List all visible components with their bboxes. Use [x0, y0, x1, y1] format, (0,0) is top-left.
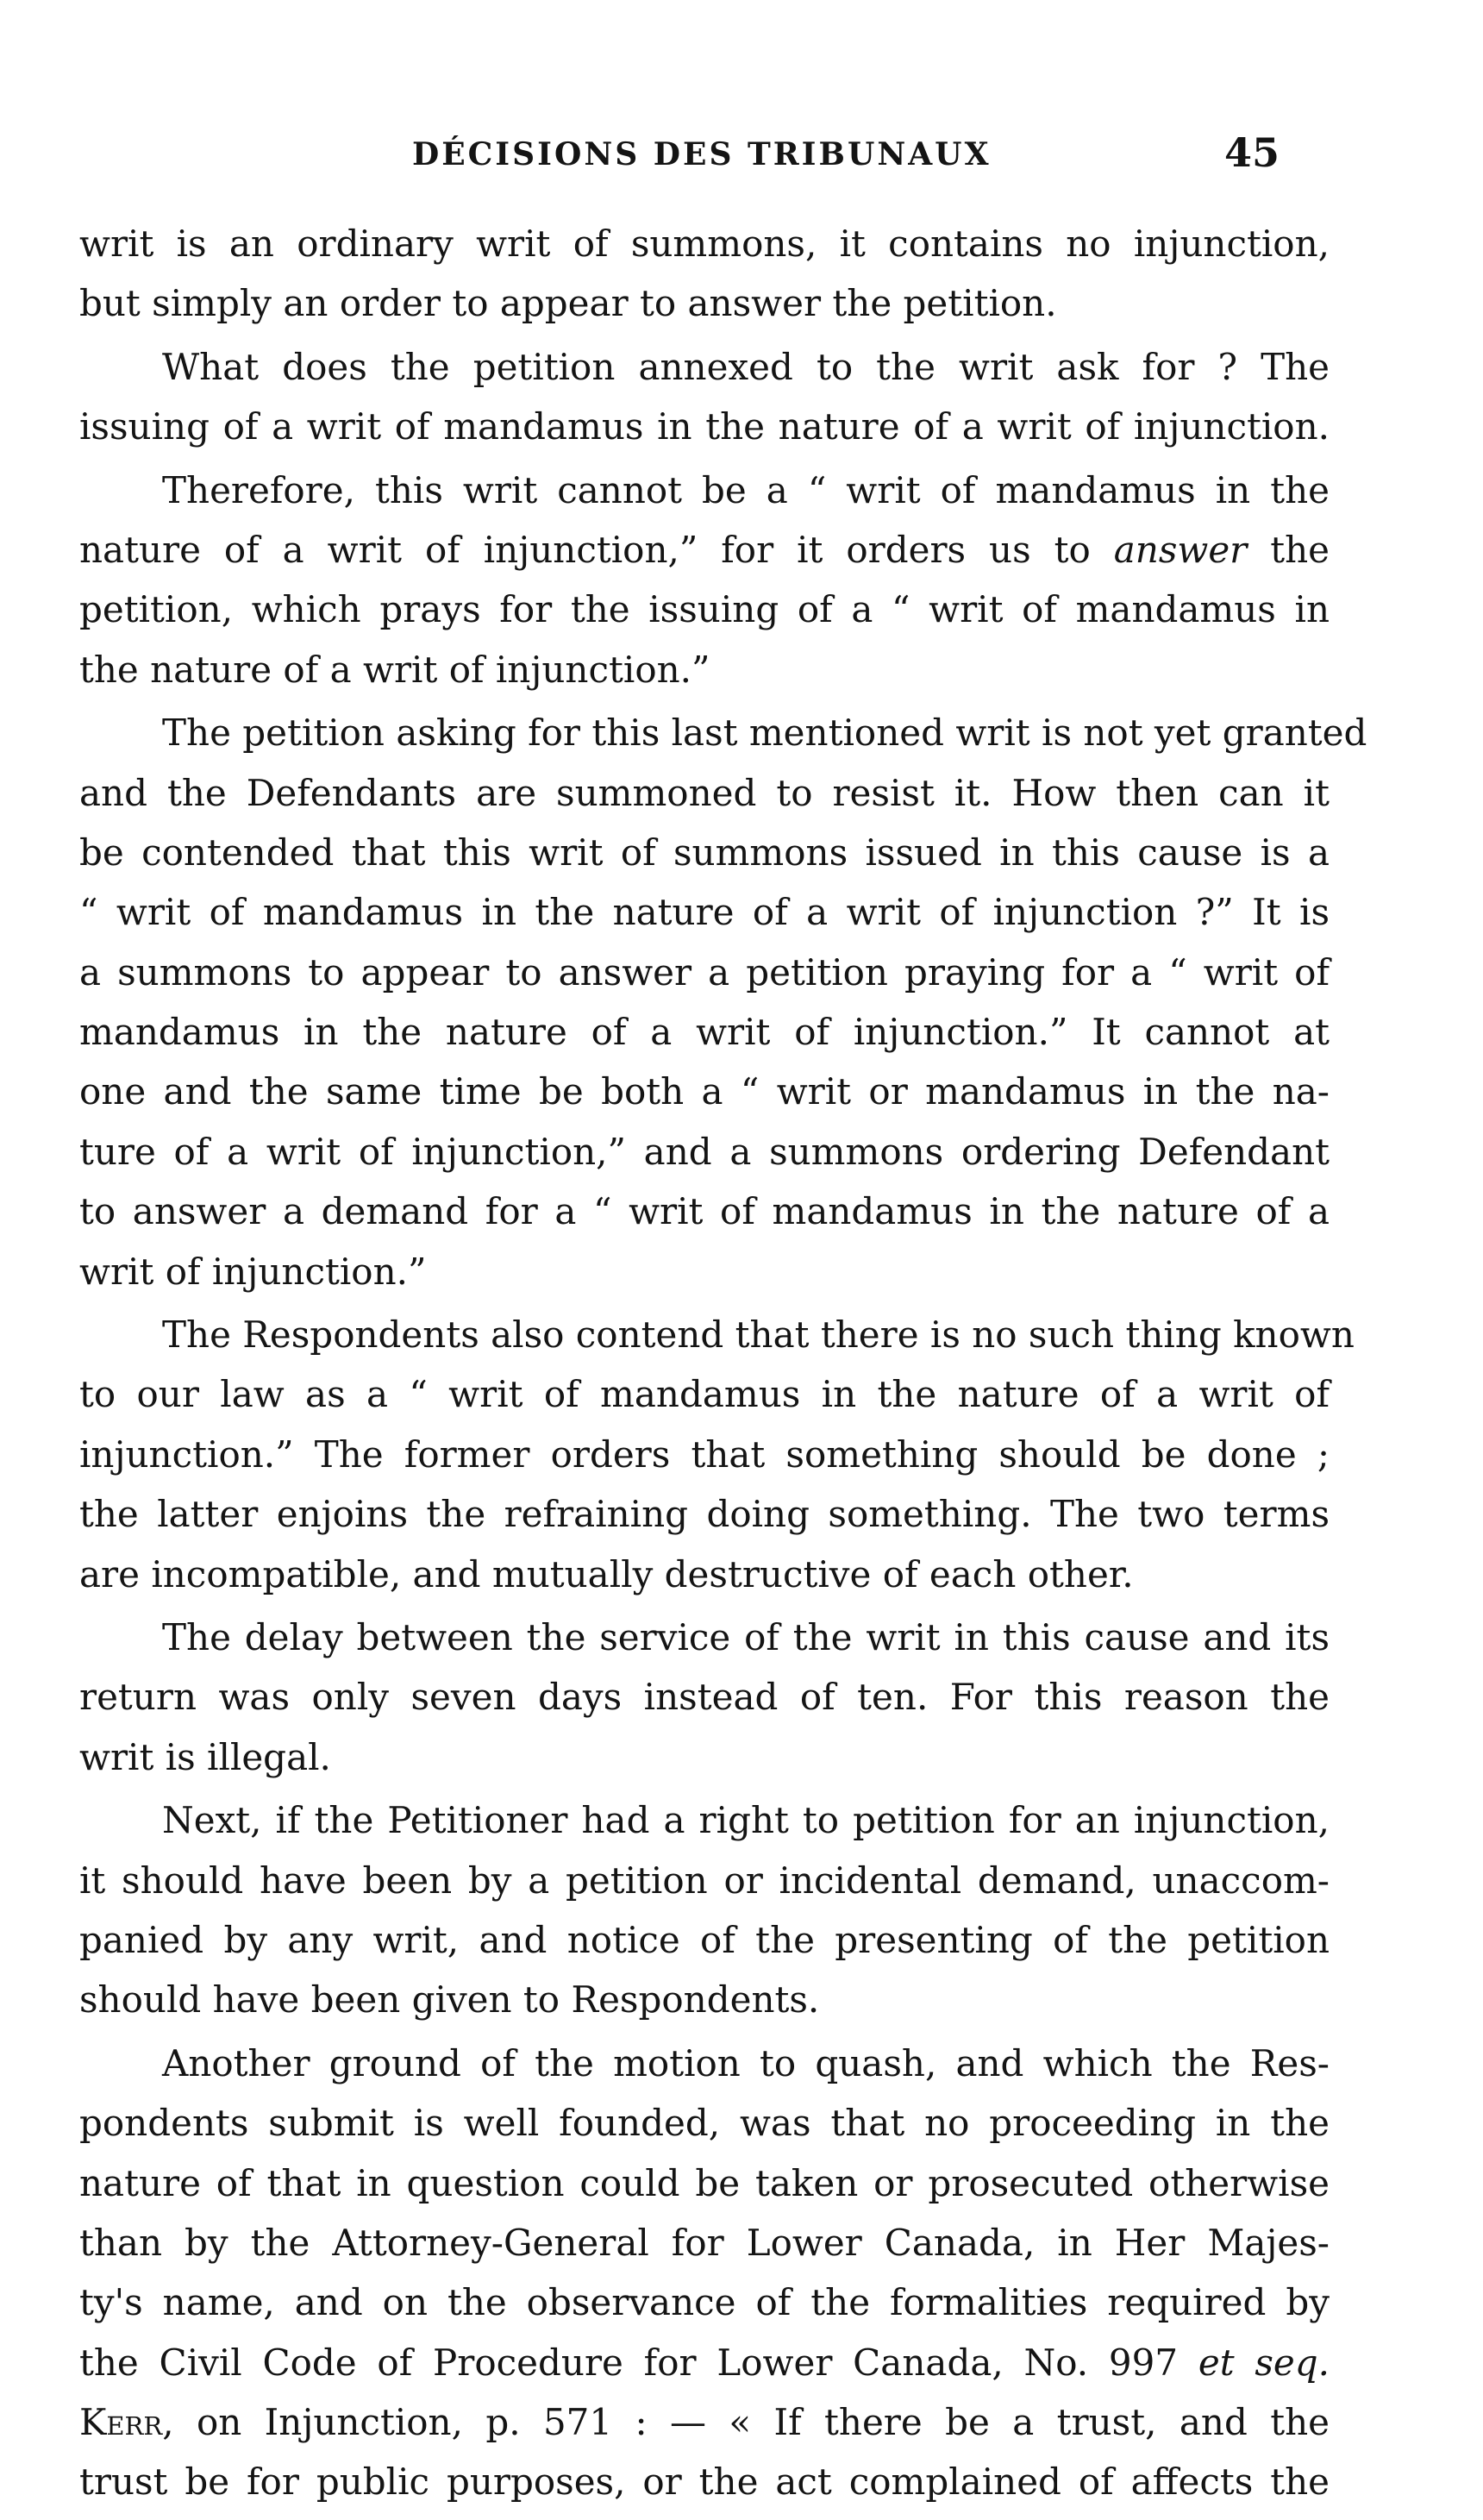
text-line: the latter enjoins the refraining doing something. The two terms [79, 1493, 1330, 1536]
text-line: ty's name, and on the observance of the formalities required by [79, 2281, 1330, 2324]
text-line: The petition asking for this last mentioned writ is not yet granted [162, 711, 1367, 755]
paragraph [79, 461, 1330, 700]
text-line: the Civil Code of Procedure for Lower Canada, No. 997 et seq. [79, 2341, 1330, 2384]
text-line: trust be for public purposes, or the act complained of affects the [79, 2460, 1330, 2504]
paragraph [79, 214, 1330, 334]
paragraph [79, 2034, 1330, 2512]
paragraph [79, 337, 1330, 457]
text-line: Kerr, on Injunction, p. 571 : — « If there be a trust, and the [79, 2401, 1330, 2444]
text-line: and the Defendants are summoned to resist it. How then can it [79, 771, 1330, 814]
text-line: nature of that in question could be taken or prosecuted otherwise [79, 2161, 1330, 2204]
text-line: Another ground of the motion to quash, and which the Res- [162, 2041, 1330, 2084]
paragraph [79, 1790, 1330, 2030]
emphasis: answer [1113, 528, 1248, 571]
paragraph [79, 703, 1367, 1301]
text-line: it should have been by a petition or incidental demand, unaccom- [79, 1859, 1330, 1902]
text-line: writ of injunction.” [79, 1250, 427, 1293]
text-line: Therefore, this writ cannot be a “ writ of mandamus in the [162, 468, 1330, 511]
text-line: should have been given to Respondents. [79, 1978, 820, 2022]
running-title: DÉCISIONS DES TRIBUNAUX [412, 136, 992, 172]
text-line: be contended that this writ of summons issued in this cause is a [79, 831, 1330, 874]
text-line: panied by any writ, and notice of the presenting of the petition [79, 1918, 1330, 1961]
text-line: writ is illegal. [79, 1735, 331, 1778]
text-line: ture of a writ of injunction,” and a summons ordering Defendant [79, 1130, 1330, 1173]
text-line: pondents submit is well founded, was that no proceeding in the [79, 2102, 1330, 2145]
paragraph [79, 1305, 1355, 1604]
emphasis: et seq. [1198, 2341, 1330, 2384]
text-line: are incompatible, and mutually destructive of each other. [79, 1552, 1134, 1595]
text-line: one and the same time be both a “ writ or mandamus in the na- [79, 1070, 1330, 1113]
text-line: mandamus in the nature of a writ of injunction.” It cannot at [79, 1011, 1330, 1054]
text-line [79, 520, 1330, 580]
text-line: to our law as a “ writ of mandamus in the nature of a writ of [79, 1373, 1330, 1416]
text-line: “ writ of mandamus in the nature of a writ of injunction ?” It is [79, 891, 1330, 934]
text-line: the nature of a writ of injunction.” [79, 648, 710, 691]
text-line: petition, which prays for the issuing of a “ writ of mandamus in [79, 588, 1330, 631]
text-line-part: nature of a writ of injunction,” for it orders us to answer the [79, 528, 1330, 571]
text-line: The Respondents also contend that there is no such thing known [162, 1313, 1355, 1357]
running-head [0, 129, 1483, 181]
text-line: a summons to appear to answer a petition praying for a “ writ of [79, 950, 1330, 994]
page-number: 45 [1224, 129, 1280, 176]
text-line: What does the petition annexed to the writ ask for ? The [162, 345, 1330, 388]
text-line: Next, if the Petitioner had a right to petition for an injunction, [162, 1799, 1330, 1842]
text-line: to answer a demand for a “ writ of mandamus in the nature of a [79, 1190, 1330, 1233]
author-name: Kerr [79, 2401, 163, 2444]
body-text [79, 214, 1367, 2512]
text-line: but simply an order to appear to answer the petition. [79, 282, 1057, 325]
text-line: The delay between the service of the writ in this cause and its [162, 1615, 1330, 1658]
text-line: return was only seven days instead of ten. For this reason the [79, 1676, 1330, 1719]
text-line: writ is an ordinary writ of summons, it contains no injunction, [79, 223, 1330, 265]
text-line: issuing of a writ of mandamus in the nature of a writ of injunction. [79, 405, 1330, 448]
text-line: injunction.” The former orders that something should be done ; [79, 1432, 1330, 1476]
paragraph [79, 1608, 1330, 1787]
text-line: than by the Attorney-General for Lower Canada, in Her Majes- [79, 2221, 1330, 2264]
